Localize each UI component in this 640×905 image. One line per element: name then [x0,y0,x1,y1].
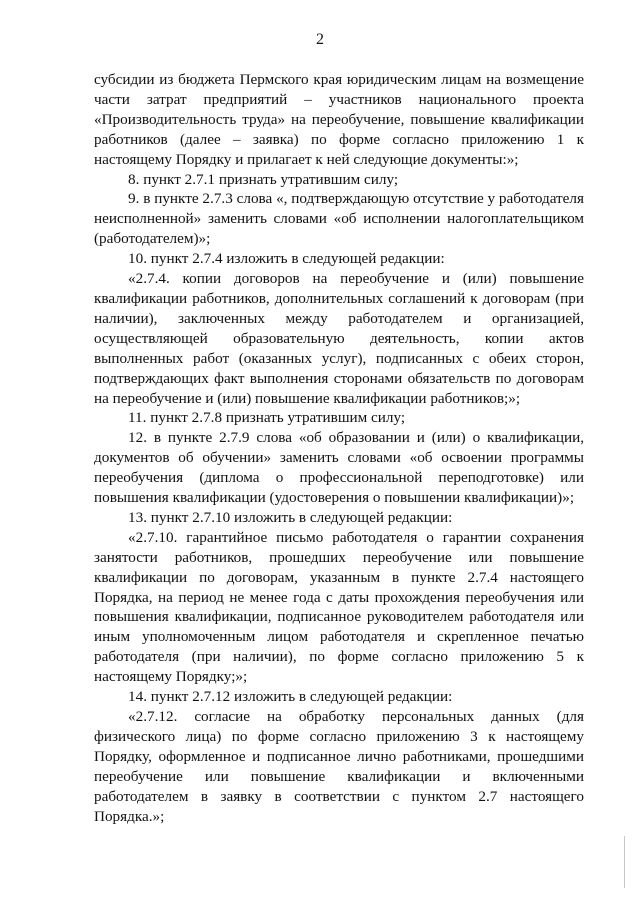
paragraph-continuation: субсидии из бюджета Пермского края юридическим лицам на возмещение части затрат предприятий – участников национального проекта «Производительность труда» на переобучение, повышение квалификации работников (далее – заявка) по форме согласно приложению 1 к настоящему Порядку и прилагает к ней следующие документы:»; [94,71,584,168]
paragraph-item-12: 12. в пункте 2.7.9 слова «об образовании и (или) о квалификации, документов об обучении» заменить словами «об освоении программы переобучения (диплома о профессиональной переподготовке) или повышения квалификации (удостоверения о повышении квалификации)»; [94,429,584,507]
page-number: 2 [316,31,324,48]
paragraph-item-14: 14. пункт 2.7.12 изложить в следующей редакции: [128,688,453,706]
paragraph-quote-2-7-4: «2.7.4. копии договоров на переобучение и (или) повышение квалификации работников, дополнительных соглашений к договорам (при наличии), заключенных между работодателем и организацией, осуществляющей образовательную деятельность, копии актов выполненных работ (оказанных услуг), подписанных с обеих сторон, подтверждающих факт выполнения сторонами обязательств по договорам на переобучение и (или) повышение квалификации работников;»; [94,270,584,407]
paragraph-item-9: 9. в пункте 2.7.3 слова «, подтверждающую отсутствие у работодателя неисполненной» заменить словами «об исполнении налогоплательщиком (работодателем)»; [94,190,584,248]
scan-edge-line [624,836,625,888]
paragraph-item-8: 8. пункт 2.7.1 признать утратившим силу; [128,170,399,188]
paragraph-item-13: 13. пункт 2.7.10 изложить в следующей редакции: [128,508,453,526]
document-body [94,70,584,826]
paragraph-item-10: 10. пункт 2.7.4 изложить в следующей редакции: [128,250,445,268]
paragraph-quote-2-7-10: «2.7.10. гарантийное письмо работодателя о гарантии сохранения занятости работников, прошедших переобучение или повышение квалификации по договорам, указанным в пункте 2.7.4 настоящего Порядка, на период не менее года с даты прохождения переобучения или повышения квалификации, подписанное руководителем работодателя или иным уполномоченным лицом работодателя и скрепленное печатью работодателя (при наличии), по форме согласно приложению 5 к настоящему Порядку;»; [94,528,584,686]
paragraph-item-11: 11. пункт 2.7.8 признать утратившим силу; [128,409,406,427]
paragraph-quote-2-7-12: «2.7.12. согласие на обработку персональных данных (для физического лица) по форме согласно приложению 3 к настоящему Порядку, оформленное и подписанное лично работниками, прошедшими переобучение или повышение квалификации и включенными работодателем в заявку в соответствии с пунктом 2.7 настоящего Порядка.»; [94,708,584,825]
